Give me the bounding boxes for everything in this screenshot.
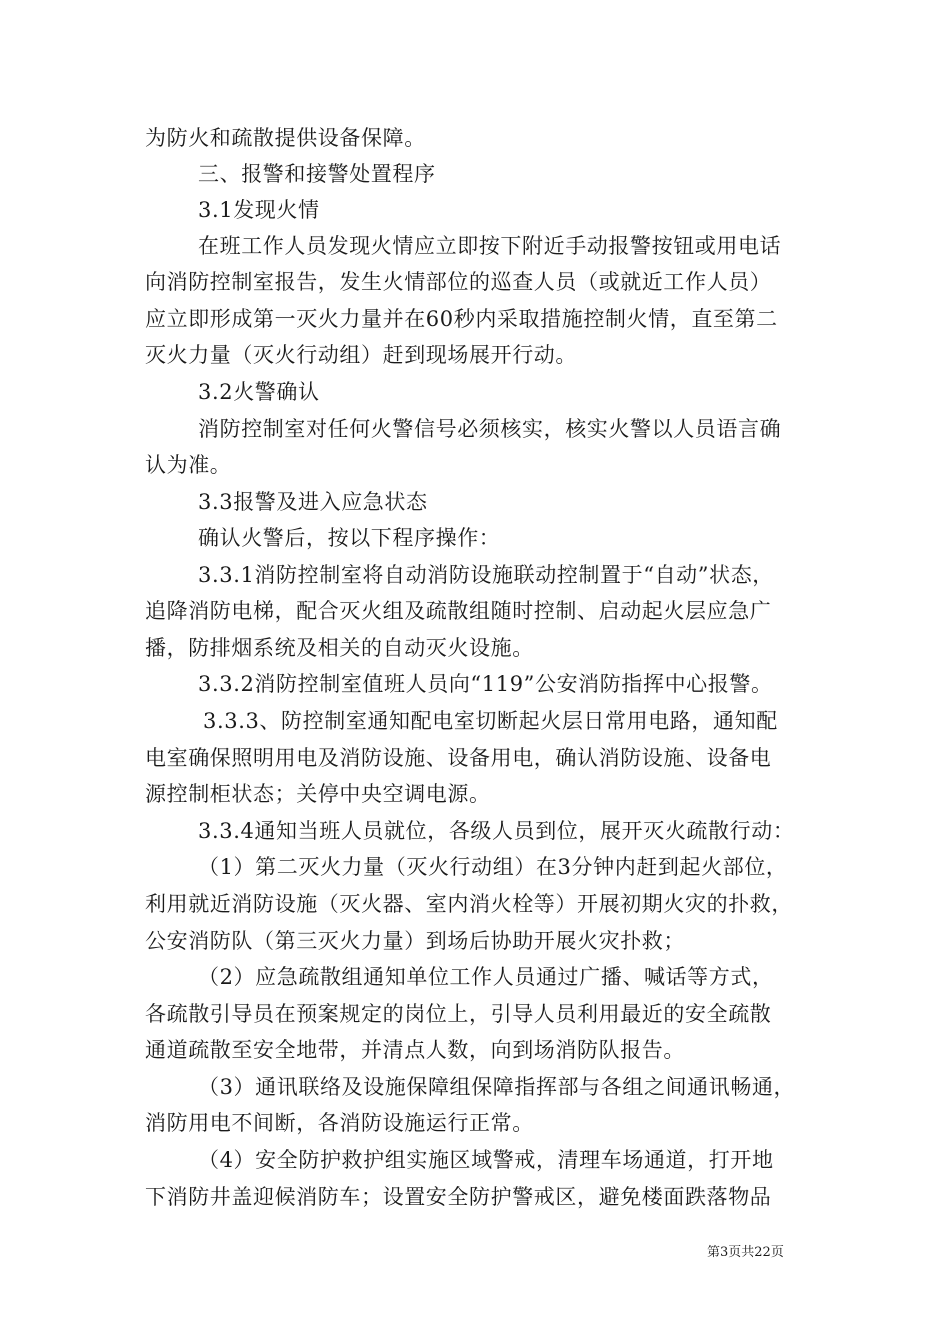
text-line: 3.3.2消防控制室值班人员向“119”公安消防指挥中心报警。 bbox=[198, 672, 773, 696]
text-line: 公安消防队（第三灭火力量）到场后协助开展火灾扑救； bbox=[145, 929, 685, 953]
text-line: 各疏散引导员在预案规定的岗位上，引导人员利用最近的安全疏散 bbox=[145, 1002, 772, 1026]
text-line: 电室确保照明用电及消防设施、设备用电，确认消防设施、设备电 bbox=[145, 746, 772, 770]
text-line: 下消防井盖迎候消防车；设置安全防护警戒区，避免楼面跌落物品 bbox=[145, 1185, 772, 1209]
text-line: 追降消防电梯，配合灭火组及疏散组随时控制、启动起火层应急广 bbox=[145, 599, 772, 623]
subsection-heading: 3.2火警确认 bbox=[198, 380, 320, 404]
text-line: 通道疏散至安全地带，并清点人数，向到场消防队报告。 bbox=[145, 1038, 685, 1062]
text-line: 消防用电不间断，各消防设施运行正常。 bbox=[145, 1111, 534, 1135]
text-line: 应立即形成第一灭火力量并在60秒内采取措施控制火情，直至第二 bbox=[145, 307, 778, 331]
text-line: 3.3.4通知当班人员就位，各级人员到位，展开灭火疏散行动： bbox=[198, 819, 795, 843]
text-line: （2）应急疏散组通知单位工作人员通过广播、喊话等方式， bbox=[198, 965, 774, 989]
text-line: 3.3.3、防控制室通知配电室切断起火层日常用电路，通知配 bbox=[203, 709, 778, 733]
text-line: 3.3.1消防控制室将自动消防设施联动控制置于“自动”状态， bbox=[198, 563, 774, 587]
text-line: （1）第二灭火力量（灭火行动组）在3分钟内赶到起火部位， bbox=[198, 855, 788, 879]
text-line: 认为准。 bbox=[145, 453, 232, 477]
text-line: 在班工作人员发现火情应立即按下附近手动报警按钮或用电话 bbox=[198, 234, 782, 258]
subsection-heading: 3.1发现火情 bbox=[198, 198, 320, 222]
text-line: 播，防排烟系统及相关的自动灭火设施。 bbox=[145, 636, 534, 660]
text-line: 源控制柜状态；关停中央空调电源。 bbox=[145, 782, 491, 806]
text-line: （3）通讯联络及设施保障组保障指挥部与各组之间通讯畅通， bbox=[198, 1075, 796, 1099]
text-line: 向消防控制室报告，发生火情部位的巡查人员（或就近工作人员） bbox=[145, 270, 772, 294]
text-line: （4）安全防护救护组实施区域警戒，清理车场通道，打开地 bbox=[198, 1148, 774, 1172]
text-line: 灭火力量（灭火行动组）赶到现场展开行动。 bbox=[145, 343, 577, 367]
text-line: 利用就近消防设施（灭火器、室内消火栓等）开展初期火灾的扑救， bbox=[145, 892, 793, 916]
subsection-heading: 3.3报警及进入应急状态 bbox=[198, 490, 428, 514]
section-heading: 三、报警和接警处置程序 bbox=[198, 162, 436, 186]
text-line: 为防火和疏散提供设备保障。 bbox=[145, 126, 426, 150]
page-number: 第3页共22页 bbox=[707, 1245, 784, 1260]
text-line: 确认火警后，按以下程序操作： bbox=[198, 526, 501, 550]
text-line: 消防控制室对任何火警信号必须核实，核实火警以人员语言确 bbox=[198, 417, 782, 441]
